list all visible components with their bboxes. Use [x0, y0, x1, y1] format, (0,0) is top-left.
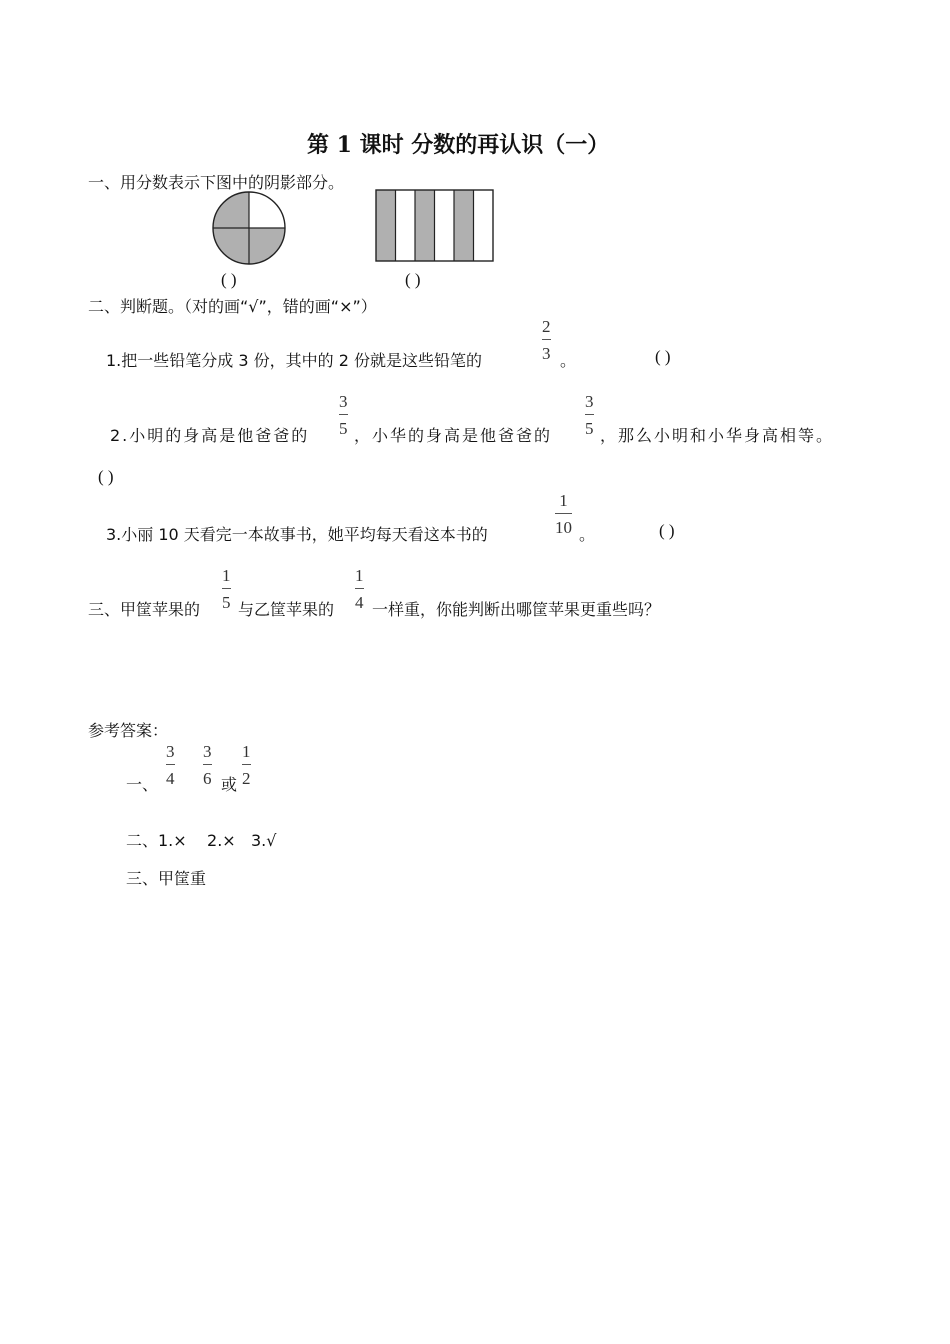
- judge-item-2-text-b: ，小华的身高是他爸爸的: [354, 426, 553, 445]
- answer-blank-circle[interactable]: ( ): [221, 270, 237, 289]
- answer-blank-stripes[interactable]: ( ): [405, 270, 421, 289]
- judge-item-1-blank[interactable]: ( ): [655, 347, 671, 366]
- answer-1-fraction-a: 3 4: [166, 742, 175, 788]
- judge-item-3-text: 3.小丽 10 天看完一本故事书，她平均每天看这本书的: [106, 525, 488, 544]
- judge-item-1-fraction: 2 3: [542, 317, 551, 363]
- question-2-heading: 二、判断题。（对的画“√”，错的画“×”）: [88, 297, 377, 316]
- answer-1-fraction-b: 3 6: [203, 742, 212, 788]
- page-title: 第 1 课时 分数的再认识（一）: [307, 132, 610, 158]
- striped-rectangle-figure: [374, 188, 496, 264]
- answer-2: 二、1.× 2.× 3.√: [126, 831, 277, 850]
- judge-item-1-text: 1.把一些铅笔分成 3 份，其中的 2 份就是这些铅笔的: [106, 351, 482, 370]
- stripe-5: [454, 190, 474, 261]
- answers-heading: 参考答案：: [88, 721, 169, 740]
- answer-1-fraction-c: 1 2: [242, 742, 251, 788]
- judge-item-2-fraction-b: 3 5: [585, 392, 594, 438]
- quarter-circle-figure: [210, 190, 290, 266]
- question-3-text-c: 一样重，你能判断出哪筐苹果更重些吗？: [372, 600, 661, 619]
- stripe-3: [415, 190, 435, 261]
- question-3-fraction-b: 1 4: [355, 566, 364, 612]
- judge-item-2-text-c: ，那么小明和小华身高相等。: [600, 426, 835, 445]
- judge-item-3-fraction: 1 10: [555, 491, 572, 537]
- question-3-text-b: 与乙筐苹果的: [238, 600, 335, 619]
- judge-item-2-text-a: 2.小明的身高是他爸爸的: [110, 426, 310, 445]
- question-1-heading: 一、用分数表示下图中的阴影部分。: [88, 173, 345, 192]
- answer-1-label: 一、: [126, 775, 159, 794]
- question-3-text-a: 三、甲筐苹果的: [88, 600, 201, 619]
- answer-3: 三、甲筐重: [126, 869, 207, 888]
- question-3-fraction-a: 1 5: [222, 566, 231, 612]
- judge-item-2-fraction-a: 3 5: [339, 392, 348, 438]
- judge-item-3-blank[interactable]: ( ): [659, 521, 675, 540]
- stripe-1: [376, 190, 396, 261]
- answer-1-or: 或: [221, 775, 238, 794]
- judge-item-2-blank[interactable]: ( ): [98, 467, 114, 486]
